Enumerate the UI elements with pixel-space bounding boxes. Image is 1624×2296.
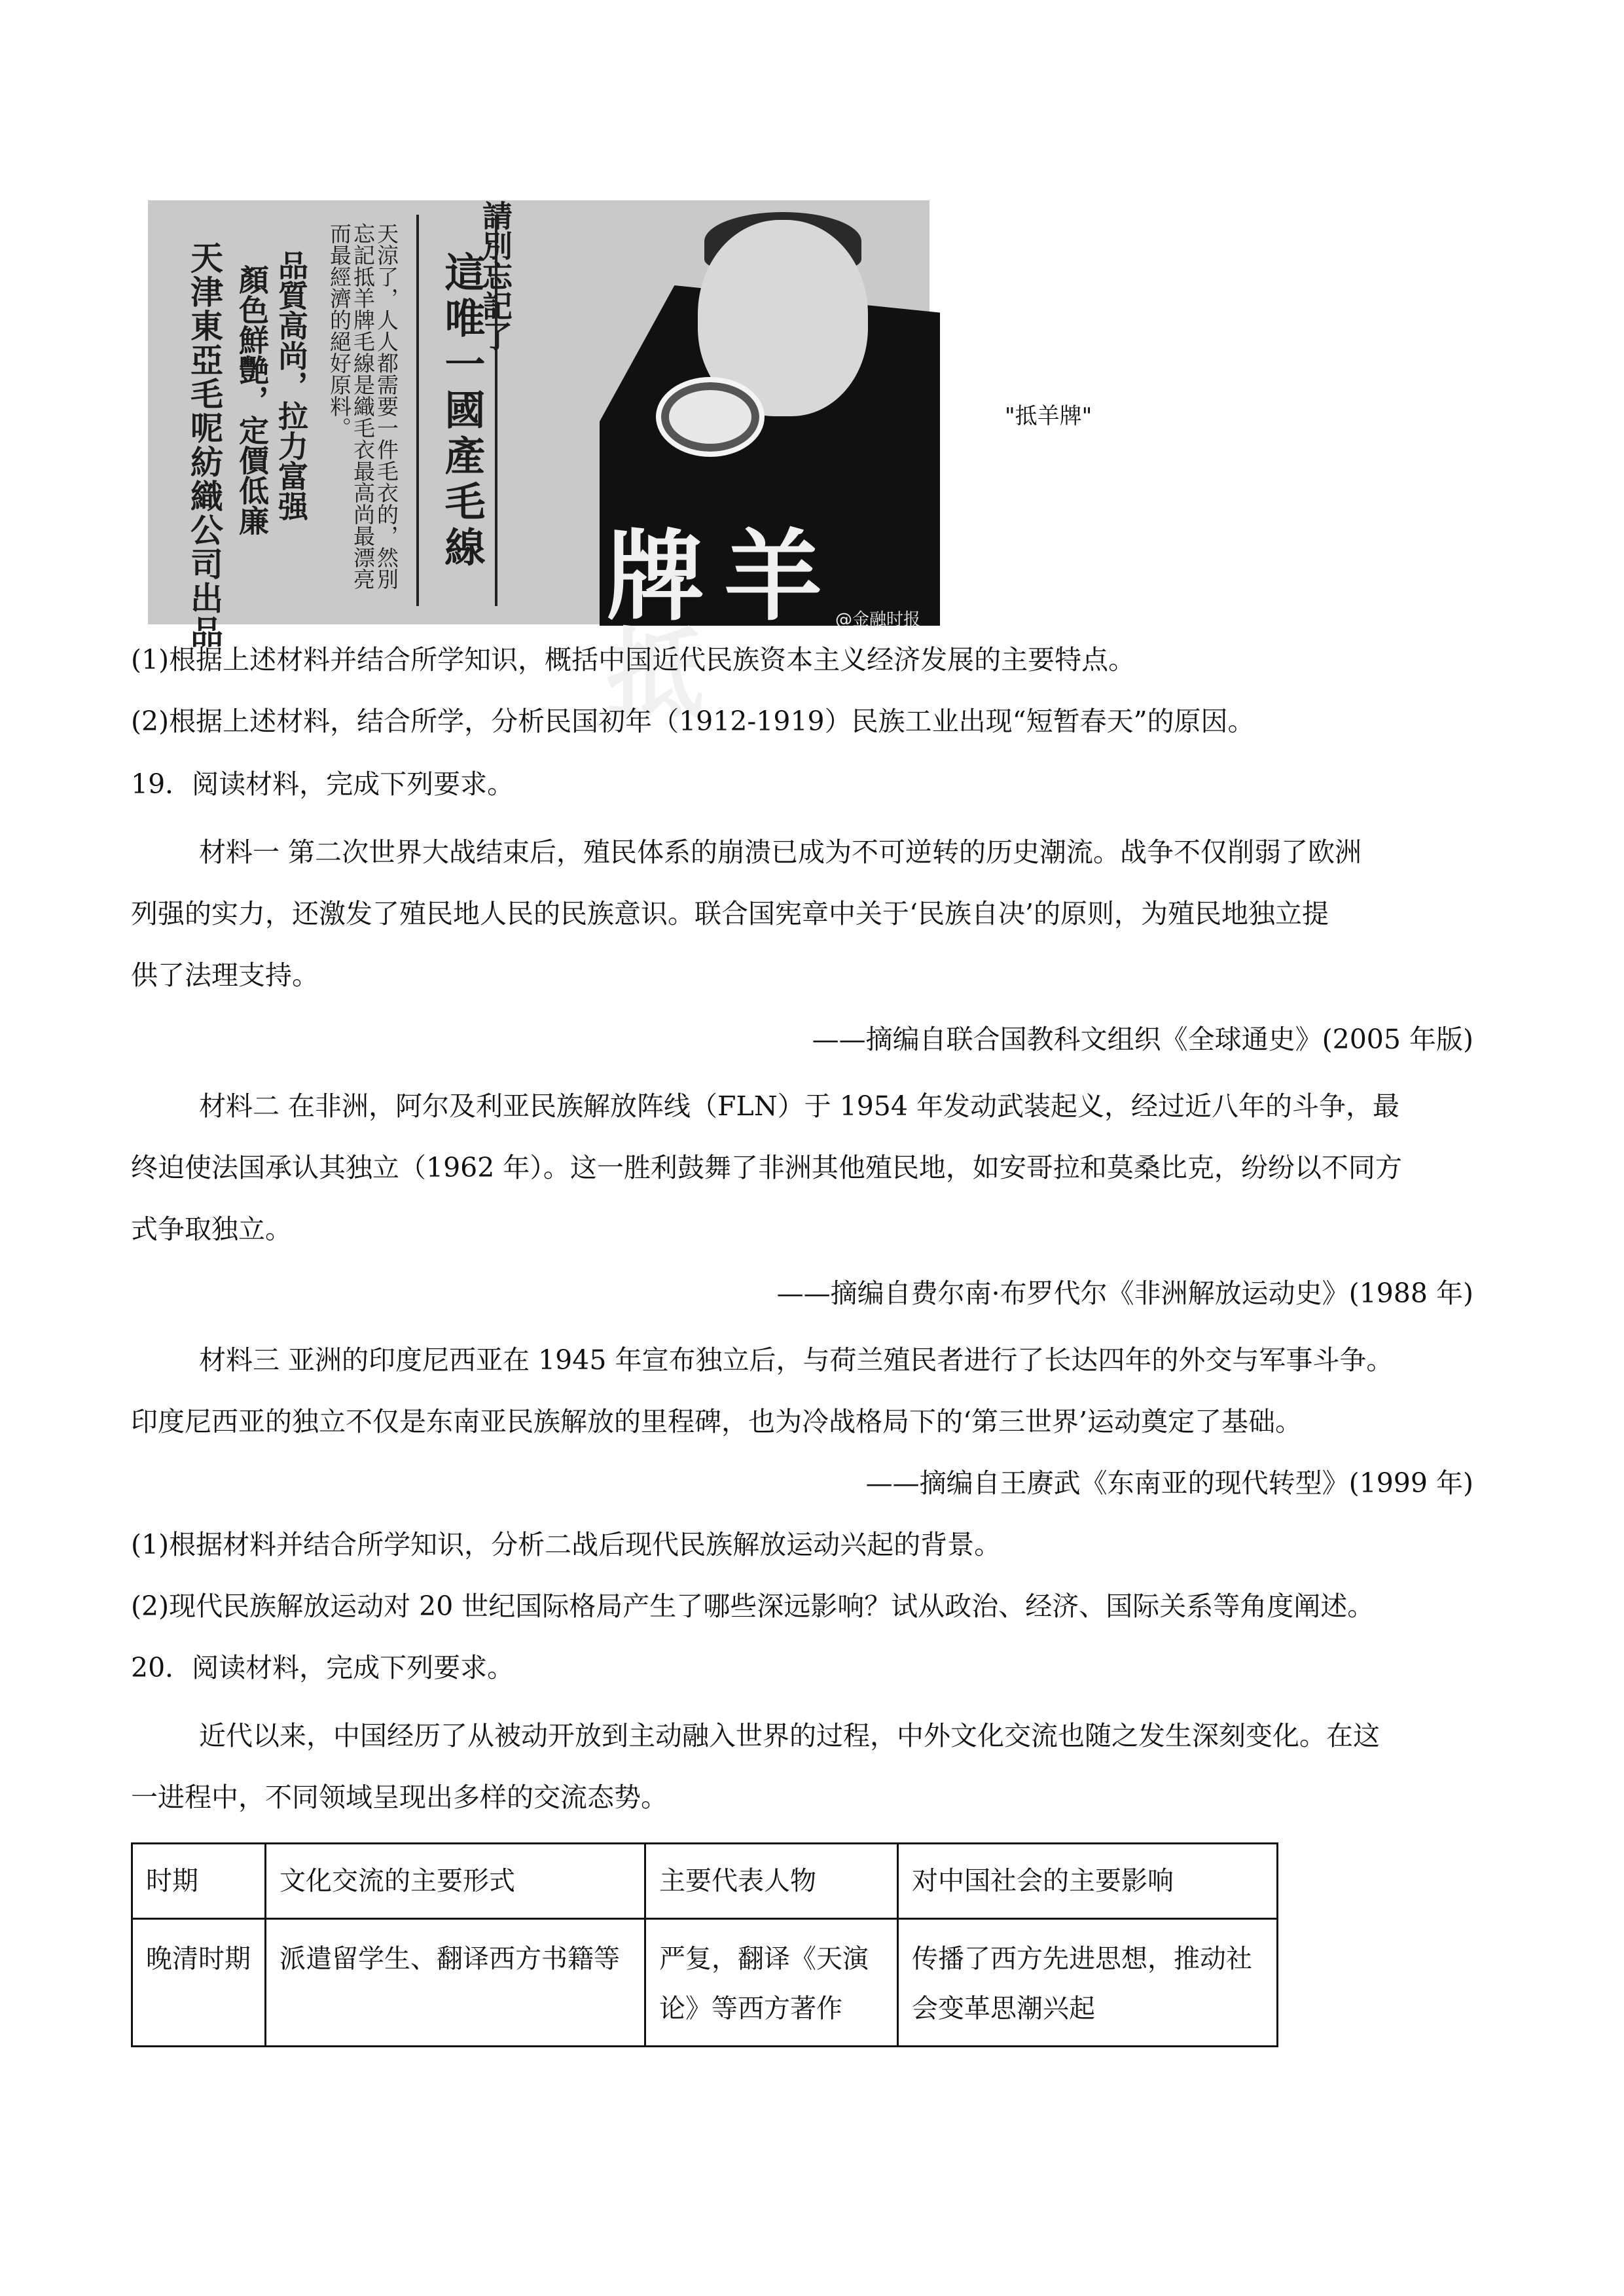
- table-row: [132, 1919, 1278, 2047]
- material-2-line-3: 式争取独立。: [131, 1213, 292, 1245]
- table-header-row: [132, 1844, 1278, 1919]
- table-header-cell: 时期: [132, 1844, 266, 1919]
- ad-brand: 牌羊抵: [606, 519, 842, 732]
- material-1-line-2: 列强的实力，还激发了殖民地人民的民族意识。联合国宪章中关于‘民族自决’的原则，为殖民地独立提: [131, 898, 1329, 929]
- ad-text-line-3: 而最經濟的絕好原料。: [327, 223, 352, 439]
- table-header-cell: 文化交流的主要形式: [266, 1844, 645, 1919]
- table-cell-figure: 严复，翻译《天演论》等西方著作: [645, 1919, 898, 2047]
- ad-quality-2: 顏色鮮艷，定價低廉: [234, 264, 270, 535]
- ad-text-line-1: 天涼了，人人都需要一件毛衣的，然別: [374, 223, 399, 590]
- q20-intro-line-1: 近代以来，中国经历了从被动开放到主动融入世界的过程，中外文化交流也随之发生深刻变化。在这: [199, 1720, 1380, 1751]
- q18-sub-2: (2)根据上述材料，结合所学，分析民国初年（1912-1919）民族工业出现“短暂春天”的原因。: [131, 706, 1255, 737]
- material-3-line-1: 材料三 亚洲的印度尼西亚在 1945 年宣布独立后，与荷兰殖民者进行了长达四年的外交与军事斗争。: [199, 1344, 1394, 1376]
- material-1-line-3: 供了法理支持。: [131, 960, 319, 991]
- cultural-exchange-table: [131, 1842, 1278, 2047]
- material-1-line-1: 材料一 第二次世界大战结束后，殖民体系的崩溃已成为不可逆转的历史潮流。战争不仅削弱了欧洲: [199, 836, 1362, 868]
- q20-intro-line-2: 一进程中，不同领域呈现出多样的交流态势。: [131, 1782, 668, 1813]
- table-header-cell: 主要代表人物: [645, 1844, 898, 1919]
- q20-title: 20．阅读材料，完成下列要求。: [131, 1652, 514, 1683]
- ad-company: 天津東亞毛呢紡織公司出品: [185, 241, 224, 649]
- table-cell-form: 派遣留学生、翻译西方书籍等: [266, 1919, 645, 2047]
- ad-quality-1: 品質高尚，拉力富强: [274, 250, 309, 521]
- ad-remember: 請別忘記了: [478, 200, 513, 351]
- material-2-line-2: 终迫使法国承认其独立（1962 年）。这一胜利鼓舞了非洲其他殖民地，如安哥拉和莫桑比克，纷纷以不同方: [131, 1152, 1402, 1183]
- q19-sub-1: (1)根据材料并结合所学知识，分析二战后现代民族解放运动兴起的背景。: [131, 1529, 1001, 1560]
- table-cell-impact: 传播了西方先进思想，推动社会变革思潮兴起: [898, 1919, 1278, 2047]
- ad-only-domestic: 這唯一國產毛線: [438, 251, 486, 572]
- material-3-source: ——摘编自王赓武《东南亚的现代转型》(1999 年): [865, 1467, 1473, 1499]
- material-3-line-2: 印度尼西亚的独立不仅是东南亚民族解放的里程碑，也为冷战格局下的‘第三世界’运动奠定了基础。: [131, 1406, 1303, 1437]
- material-2-line-1: 材料二 在非洲，阿尔及利亚民族解放阵线（FLN）于 1954 年发动武装起义，经过近八年的斗争，最: [199, 1090, 1399, 1122]
- table-cell-period: 晚清时期: [132, 1919, 266, 2047]
- ad-yarn-plate: [656, 377, 765, 457]
- ad-text-line-2: 忘記抵羊牌毛線是織毛衣最高尚最漂亮: [350, 223, 376, 590]
- q19-title: 19．阅读材料，完成下列要求。: [131, 768, 514, 800]
- material-1-source: ——摘编自联合国教科文组织《全球通史》(2005 年版): [812, 1024, 1473, 1055]
- q19-sub-2: (2)现代民族解放运动对 20 世纪国际格局产生了哪些深远影响？试从政治、经济、国际关系等角度阐述。: [131, 1590, 1375, 1622]
- q18-sub-1: (1)根据上述材料并结合所学知识，概括中国近代民族资本主义经济发展的主要特点。: [131, 644, 1136, 675]
- table-header-cell: 对中国社会的主要影响: [898, 1844, 1278, 1919]
- material-2-source: ——摘编自费尔南·布罗代尔《非洲解放运动史》(1988 年): [776, 1278, 1473, 1309]
- ad-watermark: @金融时报: [835, 610, 921, 630]
- image-caption: "抵羊牌": [1005, 403, 1092, 429]
